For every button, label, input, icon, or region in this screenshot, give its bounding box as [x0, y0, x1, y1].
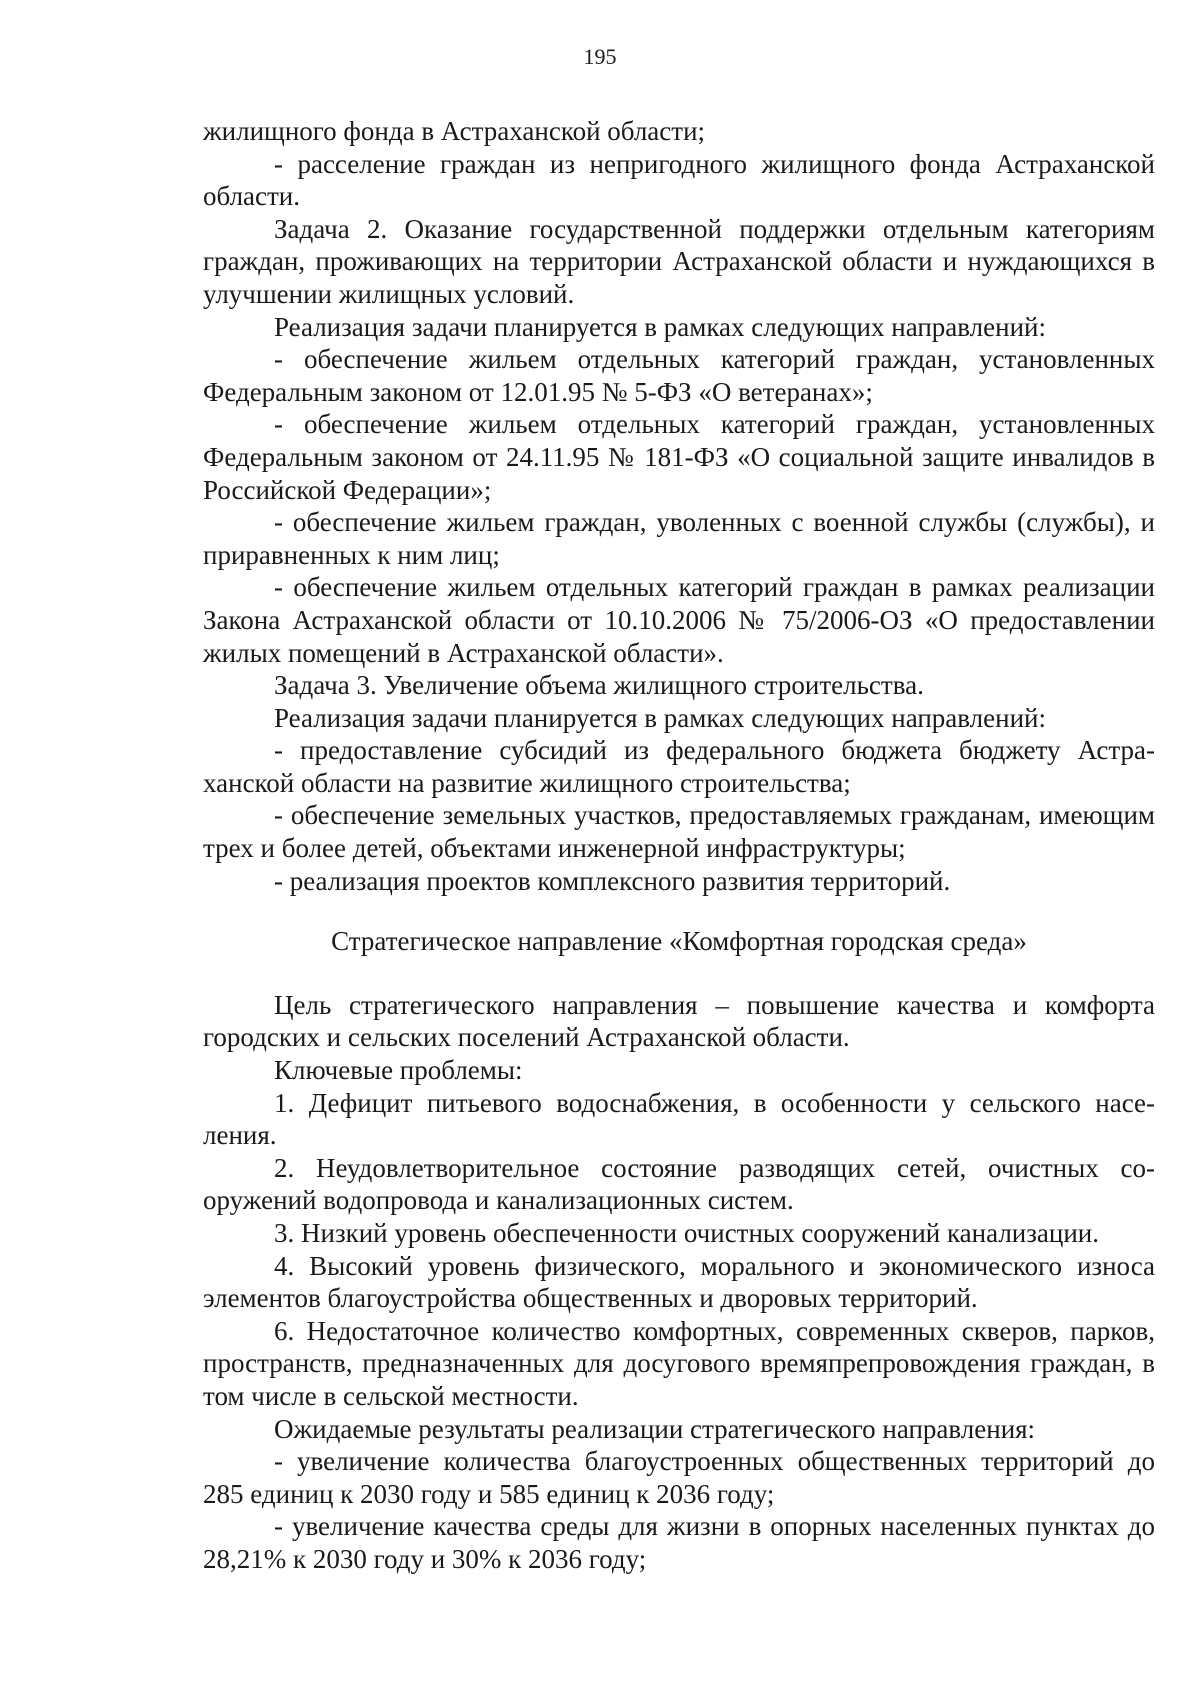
paragraph-group-housing — [203, 115, 1155, 897]
paragraph-q10: - увеличение качества среды для жизни в опорных населенных пунктах до 28,21% к 2030 году и 30% к 2036 году; — [203, 1511, 1155, 1574]
paragraph-q3: 1. Дефицит питьевого водоснабжения, в особенности у сельского населения. — [203, 1087, 1155, 1151]
page-number: 195 — [583, 44, 617, 69]
paragraph-group-urban-environment — [203, 989, 1155, 1576]
paragraph-p13: - реализация проектов комплексного развития территорий. — [274, 865, 951, 896]
paragraph-p8: - обеспечение жильем отдельных категорий граждан в рамках реализации Закона Астраханской области от 10.10.2006 № 75/2006-ОЗ «О предоставлении жилых помещений в Астраханской области». — [203, 572, 1155, 668]
paragraph-p7: - обеспечение жильем граждан, уволенных с военной службы (службы), и приравненных к ним лиц; — [203, 507, 1155, 570]
paragraph-p4: Реализация задачи планируется в рамках следующих направлений: — [274, 311, 1046, 342]
paragraph-q5: 3. Низкий уровень обеспеченности очистных сооружений канализации. — [274, 1218, 1100, 1248]
paragraph-q1: Цель стратегического направления – повышение качества и комфорта городских и сельских поселений Астраханской области. — [203, 989, 1155, 1053]
paragraph-q2: Ключевые проблемы: — [274, 1055, 523, 1086]
paragraph-p1: жилищного фонда в Астраханской области; — [203, 116, 706, 146]
paragraph-p12: - обеспечение земельных участков, предоставляемых гражданам, имеющим трех и более детей, объектами инженерной инфраструктуры; — [203, 800, 1155, 864]
paragraph-p9: Задача 3. Увеличение объема жилищного строительства. — [274, 670, 924, 701]
paragraph-p3: Задача 2. Оказание государственной поддержки отдельным категориям граждан, проживающих на территории Астраханской области и нуждающихся в улучшении жилищных условий. — [203, 213, 1155, 309]
section-heading: Стратегическое направление «Комфортная городская среда» — [331, 926, 1027, 957]
paragraph-q9: - увеличение количества благоустроенных общественных территорий до 285 единиц к 2030 году и 585 единиц к 2036 году; — [203, 1446, 1155, 1509]
paragraph-q6: 4. Высокий уровень физического, морального и экономического износа элементов благоустройства общественных и дворовых территорий. — [203, 1250, 1155, 1314]
paragraph-p6: - обеспечение жильем отдельных категорий граждан, установленных Федеральным законом от 24.11.95 № 181-ФЗ «О социальной защите инвалидов в Российской Федерации»; — [203, 409, 1155, 505]
paragraph-p2: - расселение граждан из непригодного жилищного фонда Астраханской области. — [203, 148, 1155, 212]
document-body — [203, 115, 1155, 1576]
paragraph-q7: 6. Недостаточное количество комфортных, современных скверов, парков, пространств, предназначенных для досугового времяпрепровождения граждан, в том числе в сельской местности. — [203, 1315, 1155, 1411]
paragraph-q4: 2. Неудовлетворительное состояние разводящих сетей, очистных сооружений водопровода и канализационных систем. — [203, 1152, 1155, 1216]
paragraph-p10: Реализация задачи планируется в рамках следующих направлений: — [274, 702, 1046, 733]
paragraph-p5: - обеспечение жильем отдельных категорий граждан, установленных Федеральным законом от 12.01.95 № 5-ФЗ «О ветеранах»; — [203, 344, 1155, 407]
paragraph-p11: - предоставление субсидий из федерального бюджета бюджету Астраханской области на развитие жилищного строительства; — [203, 735, 1155, 798]
paragraph-q8: Ожидаемые результаты реализации стратегического направления: — [274, 1413, 1036, 1444]
